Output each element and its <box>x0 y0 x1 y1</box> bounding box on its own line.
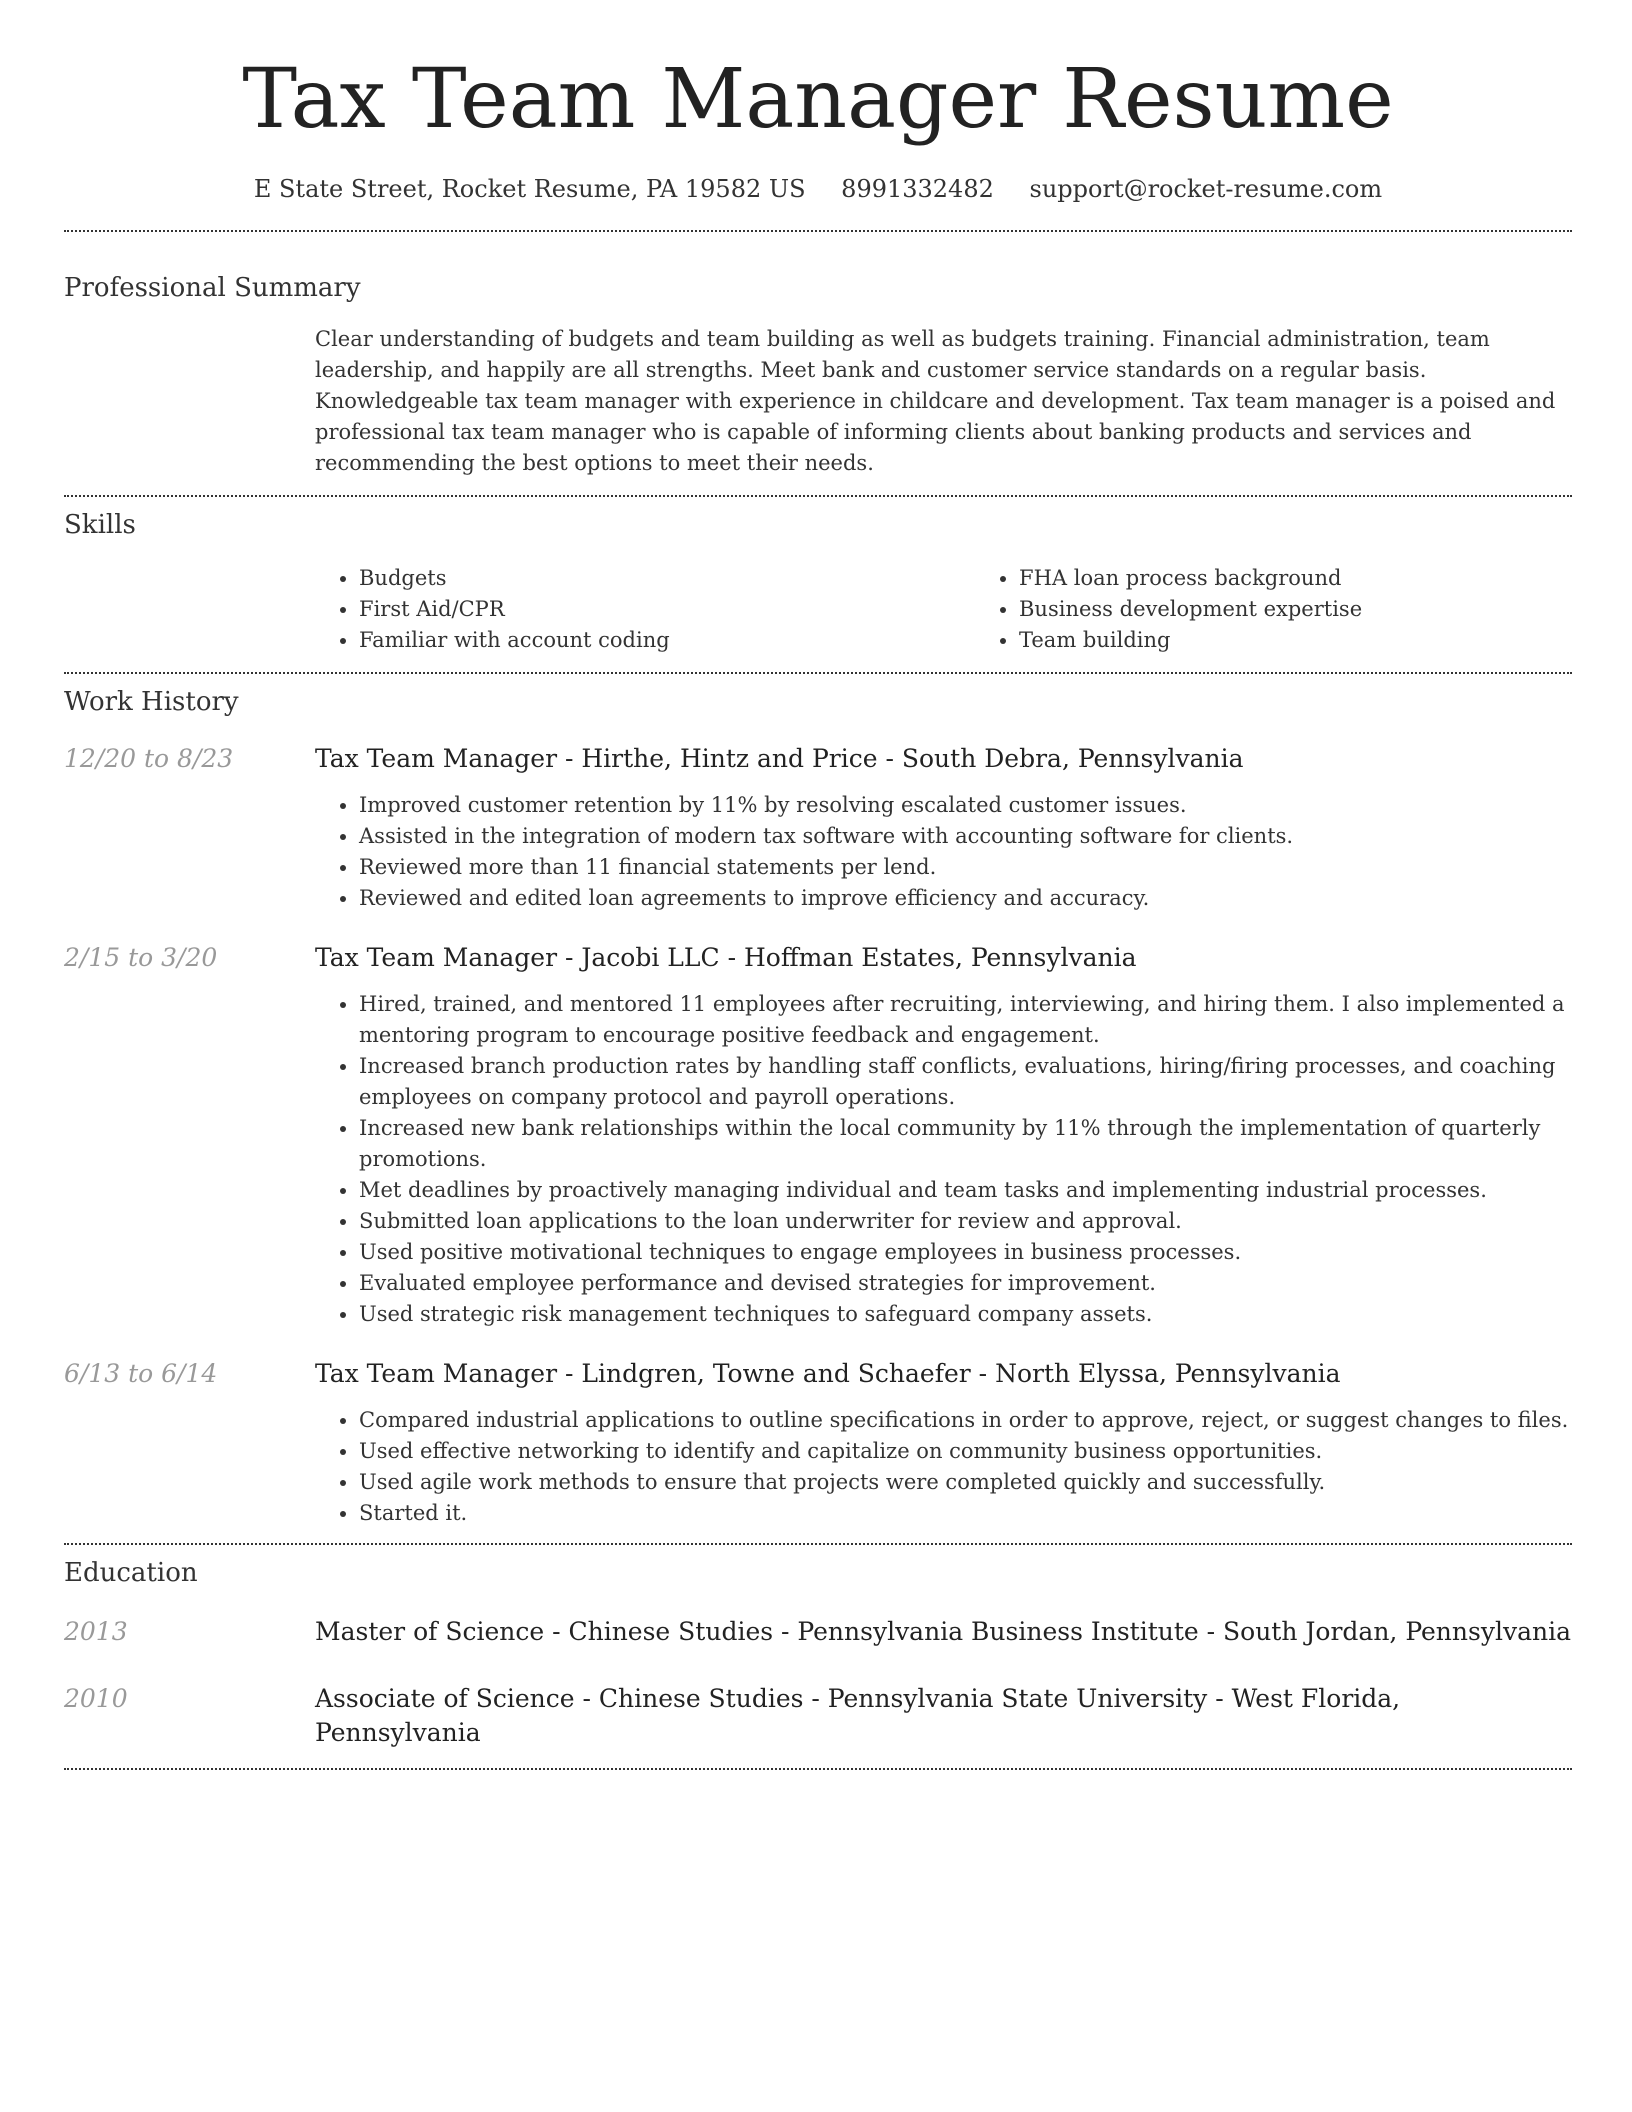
contact-line <box>64 172 1572 206</box>
education-degree: Associate of Science - Chinese Studies <box>315 1684 804 1713</box>
job-entry <box>64 941 1572 1330</box>
job-bullet: • Started it. <box>359 1498 1572 1529</box>
job-title: Tax Team Manager - Hirthe, Hintz and Price - South Debra, Pennsylvania <box>315 744 1244 773</box>
skills-list-left <box>315 563 975 656</box>
job-bullet: • Improved customer retention by 11% by resolving escalated customer issues. <box>359 790 1572 821</box>
job-bullet: • Increased branch production rates by handling staff conflicts, evaluations, hiring/firing processes, and coaching employees on company protocol and payroll operations. <box>359 1051 1572 1113</box>
education-school: - Pennsylvania State University - West Florida, Pennsylvania <box>315 1684 1401 1747</box>
job-entry <box>64 1357 1572 1529</box>
job-entry <box>64 742 1572 914</box>
divider <box>64 495 1572 497</box>
skill-item: • FHA loan process background <box>1019 563 1632 594</box>
job-bullets <box>315 1405 1572 1529</box>
job-dates: 6/13 to 6/14 <box>64 1359 218 1388</box>
education-title <box>315 1615 1572 1649</box>
education-degree: Master of Science - Chinese Studies <box>315 1617 774 1646</box>
skills-heading: Skills <box>64 510 136 540</box>
job-title: Tax Team Manager - Lindgren, Towne and Schaefer - North Elyssa, Pennsylvania <box>315 1359 1341 1388</box>
skills-row <box>64 563 1572 656</box>
resume-page <box>64 0 1572 1770</box>
job-bullet: • Used agile work methods to ensure that projects were completed quickly and successfully. <box>359 1467 1572 1498</box>
job-bullet: • Met deadlines by proactively managing individual and team tasks and implementing industrial processes. <box>359 1175 1572 1206</box>
education-heading: Education <box>64 1558 198 1588</box>
resume-title: Tax Team Manager Resume <box>242 52 1394 147</box>
job-bullet: • Reviewed more than 11 financial statements per lend. <box>359 852 1572 883</box>
divider <box>64 230 1572 232</box>
contact-address: E State Street, Rocket Resume, PA 19582 US <box>253 175 806 203</box>
work-heading: Work History <box>64 687 239 717</box>
divider <box>64 1543 1572 1545</box>
summary-heading: Professional Summary <box>64 273 361 303</box>
education-year: 2010 <box>64 1684 128 1713</box>
summary-row <box>64 324 1572 479</box>
job-title: Tax Team Manager - Jacobi LLC - Hoffman Estates, Pennsylvania <box>315 943 1137 972</box>
job-bullets <box>315 989 1572 1330</box>
job-bullet: • Reviewed and edited loan agreements to improve efficiency and accuracy. <box>359 883 1572 914</box>
job-bullet: • Submitted loan applications to the loan underwriter for review and approval. <box>359 1206 1572 1237</box>
summary-text: Clear understanding of budgets and team building as well as budgets training. Financial administration, team leadership, and happily are all strengths. Meet bank and customer service standards on a regular basis. Knowledgeable tax team manager with experience in childcare and development. Tax team manager is a poised and professional tax team manager who is capable of informing clients about banking products and services and recommending the best options to meet their needs. <box>315 327 1556 475</box>
job-bullet: • Hired, trained, and mentored 11 employees after recruiting, interviewing, and hiring them. I also implemented a mentoring program to encourage positive feedback and engagement. <box>359 989 1572 1051</box>
skill-item: • Business development expertise <box>1019 594 1632 625</box>
skills-list-right <box>975 563 1632 656</box>
job-bullet: • Compared industrial applications to outline specifications in order to approve, reject, or suggest changes to files. <box>359 1405 1572 1436</box>
job-bullet: • Used positive motivational techniques to engage employees in business processes. <box>359 1237 1572 1268</box>
job-bullet: • Used effective networking to identify and capitalize on community business opportunities. <box>359 1436 1572 1467</box>
job-bullet: • Assisted in the integration of modern tax software with accounting software for clients. <box>359 821 1572 852</box>
contact-phone: 8991332482 <box>841 175 994 203</box>
job-bullet: • Increased new bank relationships within the local community by 11% through the implementation of quarterly promotions. <box>359 1113 1572 1175</box>
contact-email: support@rocket-resume.com <box>1029 175 1383 203</box>
job-dates: 12/20 to 8/23 <box>64 744 234 773</box>
skills-grid <box>315 563 1572 656</box>
education-entry <box>64 1615 1572 1649</box>
job-dates: 2/15 to 3/20 <box>64 943 218 972</box>
education-school: - Pennsylvania Business Institute - South Jordan, Pennsylvania <box>773 1617 1571 1646</box>
job-bullet: • Used strategic risk management techniques to safeguard company assets. <box>359 1299 1572 1330</box>
divider <box>64 672 1572 674</box>
education-year: 2013 <box>64 1617 128 1646</box>
skill-item: • Budgets <box>359 563 975 594</box>
divider <box>64 1768 1572 1770</box>
education-entry <box>64 1682 1572 1750</box>
skill-item: • Team building <box>1019 625 1632 656</box>
skill-item: • First Aid/CPR <box>359 594 975 625</box>
skill-item: • Familiar with account coding <box>359 625 975 656</box>
education-title <box>315 1682 1572 1750</box>
job-bullet: • Evaluated employee performance and devised strategies for improvement. <box>359 1268 1572 1299</box>
job-bullets <box>315 790 1572 914</box>
